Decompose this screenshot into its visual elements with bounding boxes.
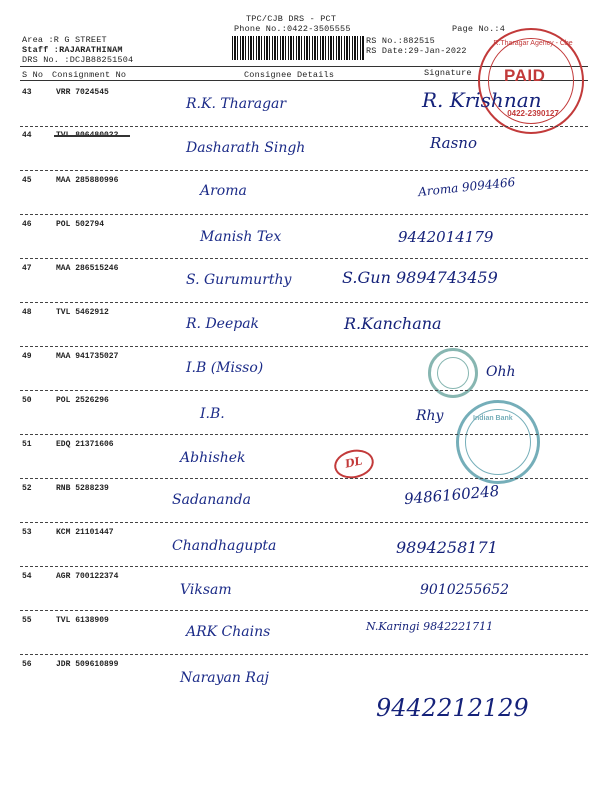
consignee-name: Dasharath Singh [186,140,306,156]
column-consignment: Consignment No [52,70,127,80]
phone-number: Phone No.:0422-3505555 [234,24,351,34]
signature: 9486160248 [403,481,501,509]
signature: 9442212129 [376,694,529,722]
seal-text: Indian Bank [473,415,513,422]
row-number: 46 [22,220,32,229]
column-signature: Signature [424,68,472,78]
signature: Aroma 9094466 [417,174,516,200]
rs-number: RS No.:882515 [366,36,435,46]
row-divider [20,566,588,567]
row-number: 53 [22,528,32,537]
area-label: Area :R G STREET [22,35,107,45]
staff-label: Staff :RAJARATHINAM [22,45,123,55]
row-divider [20,346,588,347]
seal-inner [437,357,469,389]
consignee-name: Sadananda [172,492,251,508]
row-divider [20,478,588,479]
row-divider [20,258,588,259]
consignee-name: I.B. [200,406,225,422]
row-divider [20,434,588,435]
row-number: 43 [22,88,32,97]
row-number: 49 [22,352,32,361]
signature: Ohh [486,364,516,380]
signature: 9010255652 [420,582,510,598]
consignee-name: I.B (Misso) [186,360,264,376]
consignee-name: S. Gurumurthy [186,272,292,288]
consignee-name: Abhishek [180,450,246,466]
row-divider [20,126,588,127]
signature: Rasno [430,134,477,152]
row-divider [20,214,588,215]
row-divider [20,522,588,523]
row-number: 55 [22,616,32,625]
row-divider [20,654,588,655]
rs-date: RS Date:29-Jan-2022 [366,46,467,56]
consignment-number: VRR 7024545 [56,88,109,97]
consignment-number: MAA 286515246 [56,264,119,273]
row-number: 44 [22,131,32,140]
strikethrough [54,135,130,137]
row-number: 52 [22,484,32,493]
row-divider [20,610,588,611]
consignment-number: POL 2526296 [56,396,109,405]
consignment-number: TVL 6138909 [56,616,109,625]
indian-bank-seal [456,400,540,484]
row-number: 51 [22,440,32,449]
row-number: 45 [22,176,32,185]
row-divider [20,170,588,171]
row-number: 47 [22,264,32,273]
consignment-number: JDR 509610899 [56,660,119,669]
consignee-name: Aroma [200,183,247,199]
consignee-name: R. Deepak [186,316,260,332]
row-number: 54 [22,572,32,581]
consignment-number: POL 502794 [56,220,105,229]
consignment-number: TVL 5462912 [56,308,109,317]
page-number: Page No.:4 [452,24,506,34]
row-divider [20,390,588,391]
signature: S.Gun 9894743459 [342,268,498,287]
consignment-number: KCM 21101447 [56,528,114,537]
row-number: 48 [22,308,32,317]
agency-paid-stamp [478,28,584,134]
drs-number: DRS No. :DCJB88251504 [22,55,134,65]
signature: R. Krishnan [422,88,542,112]
consignee-name: ARK Chains [186,624,271,640]
column-consignee: Consignee Details [244,70,335,80]
signature: 9442014179 [398,228,494,246]
route-title: TPC/CJB DRS - PCT [246,14,337,24]
signature: R.Kanchana [344,314,442,333]
consignment-number: RNB 5288239 [56,484,109,493]
stamp-agency-name: R.Tharagar Agency - Cbe [493,40,573,47]
row-divider [20,302,588,303]
signature: Rhy [416,408,444,424]
stamp-agency-phone: 0422-2390127 [507,109,559,118]
consignee-name: Chandhagupta [172,538,277,554]
consignment-number: AGR 700122374 [56,572,119,581]
paid-label: PAID [504,66,546,85]
consignment-number: MAA 941735027 [56,352,119,361]
consignment-number: MAA 285880996 [56,176,119,185]
barcode [232,36,364,60]
dl-stamp: DL [332,446,377,482]
column-sno: S No [22,70,44,80]
signature: 9894258171 [396,538,498,557]
consignee-name: Viksam [180,582,232,598]
consignee-name: R.K. Tharagar [186,96,287,112]
row-number: 56 [22,660,32,669]
consignee-name: Narayan Raj [180,670,269,686]
signature: N.Karingi 9842221711 [366,620,494,633]
consignment-number: EDQ 21371606 [56,440,114,449]
row-number: 50 [22,396,32,405]
consignee-name: Manish Tex [200,229,282,245]
consignment-number: TVL 806480022 [56,131,119,140]
